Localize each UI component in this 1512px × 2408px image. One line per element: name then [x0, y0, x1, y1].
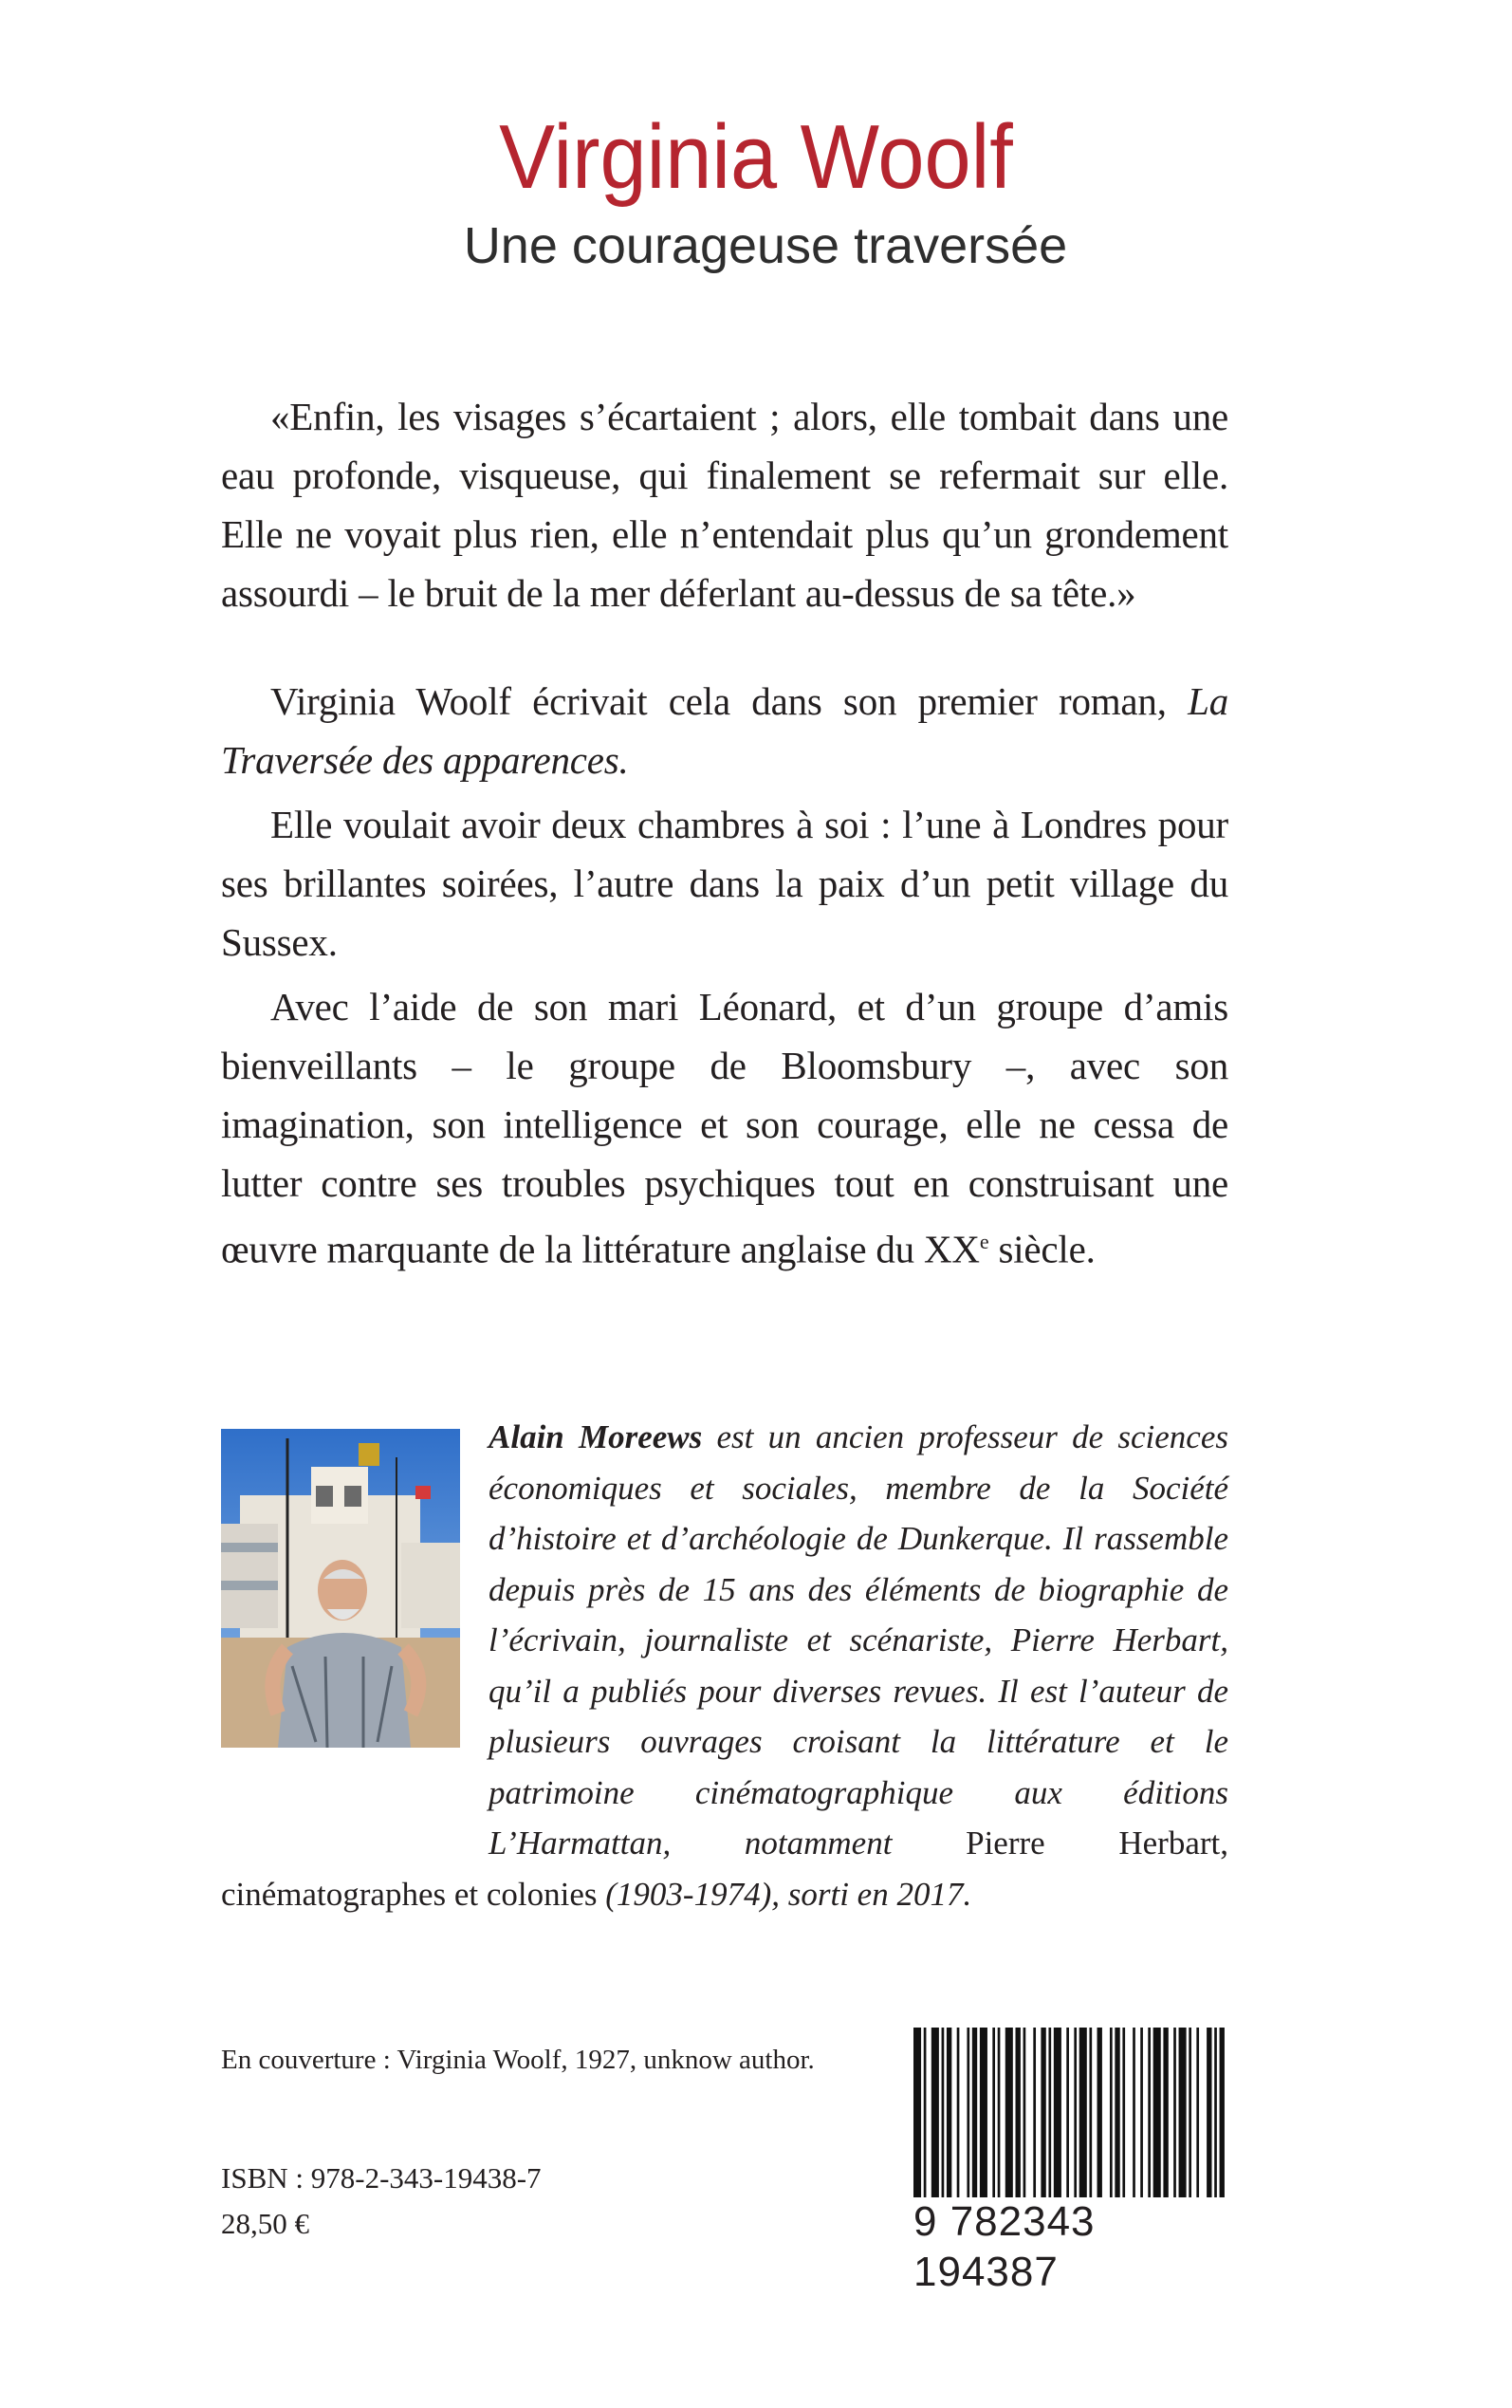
price-label: 28,50 € — [221, 2207, 309, 2240]
author-biography — [221, 1412, 1228, 1919]
photo-wrap-spacer — [221, 1412, 489, 1867]
bio-text-end: (1903-1974), sorti en 2017. — [597, 1875, 972, 1913]
book-title: Virginia Woolf — [499, 106, 1013, 208]
summary-text — [221, 672, 1228, 1279]
summary-paragraph-3 — [221, 977, 1228, 1279]
isbn-label: ISBN : 978-2-343-19438-7 — [221, 2161, 542, 2195]
superscript: e — [979, 1230, 989, 1253]
quote-paragraph: «Enfin, les visages s’écartaient ; alors, elle tombait dans une eau profonde, visqueuse, qui finalement se refermait sur elle. Elle ne voyait plus rien, elle n’entendait plus qu’un grondement assourdi – le bruit de la mer déferlant au-dessus de sa tête.» — [221, 395, 1228, 615]
author-name: Alain Moreews — [489, 1418, 703, 1455]
novel-title: La Traversée des apparences. — [221, 679, 1228, 782]
summary-text-segment: Avec l’aide de son mari Léonard, et d’un groupe d’amis bienveillants – le groupe de Bloomsbury –, avec son imagination, son intelligence et son courage, elle ne cessa de lutter contre ses troubles psychiques tout en construisant une œuvre marquante de la littérature anglaise du XX — [221, 985, 1228, 1271]
summary-text-segment: Virginia Woolf écrivait cela dans son premier roman, — [270, 679, 1189, 723]
summary-paragraph-1 — [221, 672, 1228, 789]
book-subtitle: Une courageuse traversée — [463, 217, 1068, 274]
cover-credit: En couverture : Virginia Woolf, 1927, unknow author. — [221, 2045, 815, 2075]
opening-quote — [221, 387, 1228, 622]
summary-text-segment: siècle. — [988, 1227, 1096, 1271]
summary-paragraph-2: Elle voulait avoir deux chambres à soi : l’une à Londres pour ses brillantes soirées, l’autre dans la paix d’un petit village du Sussex. — [221, 803, 1228, 964]
bio-text: est un ancien professeur de sciences économiques et sociales, membre de la Société d’histoire et d’archéologie de Dunkerque. Il rassemble depuis près de 15 ans des éléments de biographie de l’écrivain, journaliste et scénariste, Pierre Herbart, qu’il a publiés pour diverses revues. Il est l’auteur de plusieurs ouvrages croisant la littérature et le patrimoine cinématographique aux éditions L’Harmattan, notamment — [489, 1418, 1228, 1862]
book-reference: Pierre Herbart, cinématographes et colonies — [221, 1825, 1228, 1913]
barcode-number: 9 782343 194387 — [913, 2197, 1232, 2298]
